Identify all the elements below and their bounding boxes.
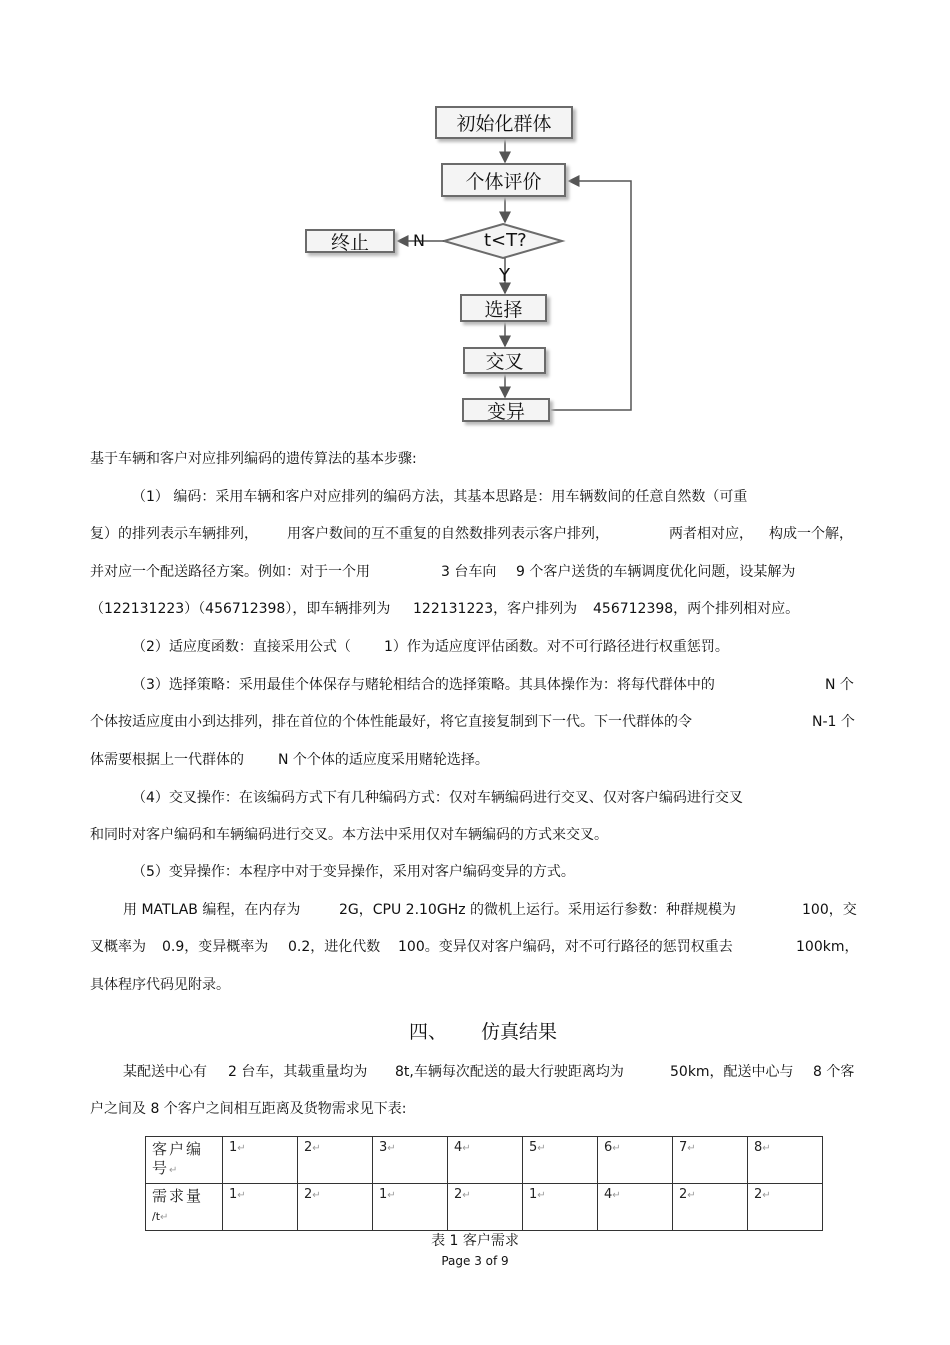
matlab-line2c: 0.2，进化代数 bbox=[288, 939, 381, 955]
table-cell: 4↵ bbox=[598, 1184, 673, 1231]
step1-line1: （1） 编码：采用车辆和客户对应排列的编码方法，其基本思路是：用车辆数间的任意自然数（可重 bbox=[132, 489, 748, 505]
result-line1a: 某配送中心有 bbox=[123, 1064, 207, 1080]
step1-line2d: 构成一个解， bbox=[769, 526, 853, 542]
section-number: 四、 bbox=[409, 1021, 448, 1043]
table-cell: 5↵ bbox=[523, 1137, 598, 1184]
crossover-box: 交叉 bbox=[463, 347, 546, 374]
step1-line2a: 复）的排列表示车辆排列， bbox=[90, 526, 258, 542]
table-cell: 2↵ bbox=[298, 1137, 373, 1184]
table-cell: 1↵ bbox=[223, 1184, 298, 1231]
result-line1d: 50km，配送中心与 bbox=[670, 1064, 794, 1080]
step5: （5）变异操作：本程序中对于变异操作，采用对客户编码变异的方式。 bbox=[132, 864, 575, 880]
table-cell: 1↵ bbox=[373, 1184, 448, 1231]
table-cell: 2↵ bbox=[448, 1184, 523, 1231]
matlab-line1a: 用 MATLAB 编程，在内存为 bbox=[123, 902, 301, 918]
step2-a: （2）适应度函数：直接采用公式（ bbox=[132, 639, 351, 655]
step1-line3a: 并对应一个配送路径方案。例如：对于一个用 bbox=[90, 564, 370, 580]
result-line1b: 2 台车，其载重量均为 bbox=[228, 1064, 368, 1080]
table-cell: 2↵ bbox=[298, 1184, 373, 1231]
matlab-line1b: 2G，CPU 2.10GHz 的微机上运行。采用运行参数：种群规模为 bbox=[339, 902, 737, 918]
table-caption: 表 1 客户需求 bbox=[431, 1233, 519, 1249]
step2-b: 1）作为适应度评估函数。对不可行路径进行权重惩罚。 bbox=[384, 639, 729, 655]
table-row-demand bbox=[146, 1184, 823, 1231]
table-cell: 1↵ bbox=[523, 1184, 598, 1231]
step1-line4c: 456712398，两个排列相对应。 bbox=[593, 601, 800, 617]
step1-line2c: 两者相对应， bbox=[669, 526, 753, 542]
init-population-box: 初始化群体 bbox=[435, 106, 573, 139]
table-cell: 1↵ bbox=[223, 1137, 298, 1184]
step3-line1b: N 个 bbox=[825, 677, 854, 693]
matlab-line2b: 0.9，变异概率为 bbox=[162, 939, 269, 955]
matlab-line2a: 叉概率为 bbox=[90, 939, 146, 955]
step3-line2a: 个体按适应度由小到达排列，排在首位的个体性能最好，将它直接复制到下一代。下一代群体的令 bbox=[90, 714, 692, 730]
step1-line3c: 9 个客户送货的车辆调度优化问题，设某解为 bbox=[516, 564, 796, 580]
row-header-customer-text: 客户编 bbox=[152, 1140, 204, 1158]
table-cell: 3↵ bbox=[373, 1137, 448, 1184]
intro-text: 基于车辆和客户对应排列编码的遗传算法的基本步骤: bbox=[90, 451, 417, 467]
step1-line2b: 用客户数间的互不重复的自然数排列表示客户排列， bbox=[287, 526, 609, 542]
table-cell: 2↵ bbox=[673, 1184, 748, 1231]
step3-line3a: 体需要根据上一代群体的 bbox=[90, 752, 244, 768]
stop-box: 终止 bbox=[305, 229, 395, 253]
matlab-line2d: 100。变异仅对客户编码，对不可行路径的惩罚权重去 bbox=[398, 939, 733, 955]
step4-line2: 和同时对客户编码和车辆编码进行交叉。本方法中采用仅对车辆编码的方式来交叉。 bbox=[90, 827, 608, 843]
matlab-line1c: 100，交 bbox=[802, 902, 857, 918]
table-cell: 2↵ bbox=[748, 1184, 823, 1231]
table-cell: 8↵ bbox=[748, 1137, 823, 1184]
arrow-loop-back bbox=[551, 181, 631, 410]
step3-line2b: N-1 个 bbox=[812, 714, 855, 730]
result-line1c: 8t,车辆每次配送的最大行驶距离均为 bbox=[395, 1064, 624, 1080]
yes-label: Y bbox=[499, 265, 510, 286]
step1-line4b: 122131223，客户排列为 bbox=[413, 601, 578, 617]
step1-line3b: 3 台车向 bbox=[441, 564, 497, 580]
result-line2: 户之间及 8 个客户之间相互距离及货物需求见下表: bbox=[90, 1101, 407, 1117]
section-title: 仿真结果 bbox=[481, 1021, 558, 1043]
row-header-demand: 需求量 /t↵ bbox=[146, 1184, 223, 1231]
table-cell: 7↵ bbox=[673, 1137, 748, 1184]
table-cell: 6↵ bbox=[598, 1137, 673, 1184]
step1-line4a: （122131223）（456712398），即车辆排列为 bbox=[90, 601, 391, 617]
step4-line1: （4）交叉操作：在该编码方式下有几种编码方式：仅对车辆编码进行交叉、仅对客户编码进行交叉 bbox=[132, 790, 743, 806]
row-header-customer-text2: 号 bbox=[152, 1159, 170, 1177]
no-label: N bbox=[413, 231, 425, 250]
table-row-customer-id bbox=[146, 1137, 823, 1184]
condition-label: t<T? bbox=[484, 230, 527, 251]
step3-line3b: N 个个体的适应度采用赌轮选择。 bbox=[278, 752, 489, 768]
table-cell: 4↵ bbox=[448, 1137, 523, 1184]
page-number: Page 3 of 9 bbox=[441, 1254, 509, 1268]
customer-demand-table bbox=[145, 1136, 823, 1231]
select-box: 选择 bbox=[460, 294, 547, 322]
result-line1e: 8 个客 bbox=[813, 1064, 855, 1080]
matlab-line3: 具体程序代码见附录。 bbox=[90, 977, 230, 993]
genetic-algorithm-flowchart bbox=[0, 0, 950, 430]
row-header-customer: 客户编 号↵ bbox=[146, 1137, 223, 1184]
mutation-box: 变异 bbox=[462, 398, 550, 422]
matlab-line2e: 100km， bbox=[796, 939, 859, 955]
row-header-demand-text2: /t bbox=[152, 1210, 161, 1223]
row-header-demand-text: 需求量 bbox=[152, 1187, 204, 1205]
step3-line1a: （3）选择策略：采用最佳个体保存与赌轮相结合的选择策略。其具体操作为：将每代群体中的 bbox=[132, 677, 715, 693]
evaluate-box: 个体评价 bbox=[441, 163, 566, 197]
